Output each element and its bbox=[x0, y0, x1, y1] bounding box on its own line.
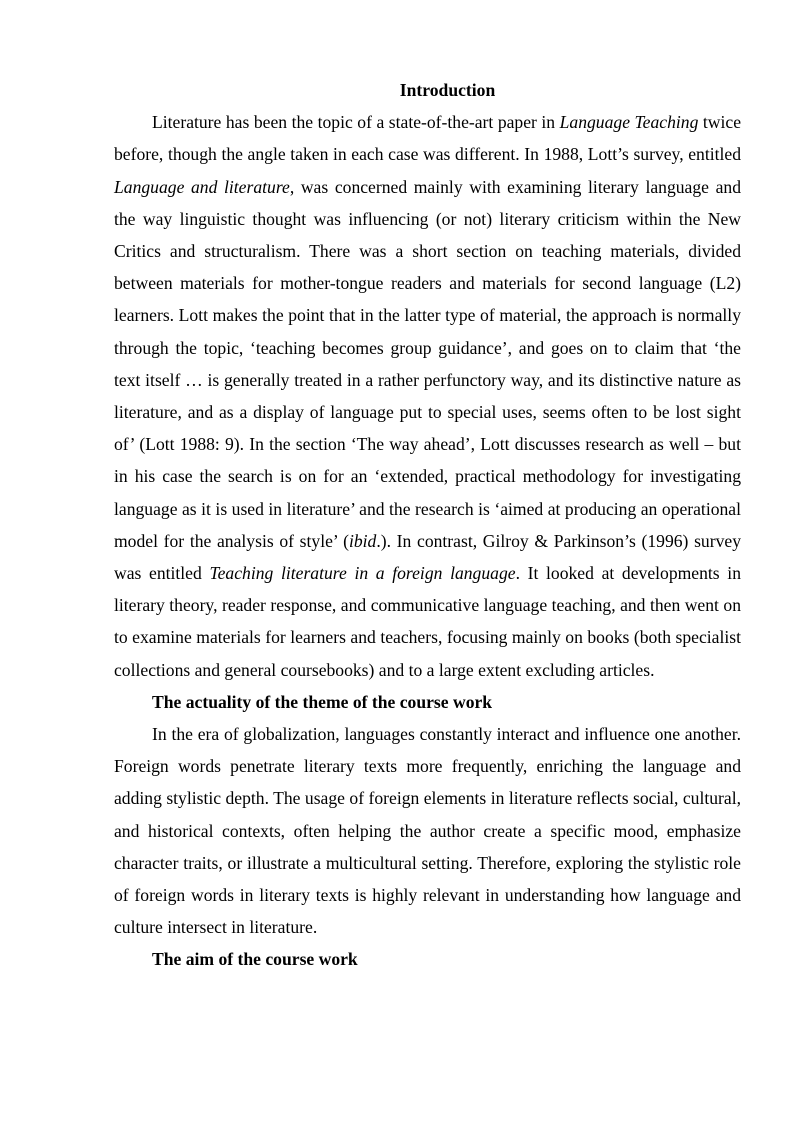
italic-survey-title-gilroy: Teaching literature in a foreign language bbox=[209, 563, 516, 584]
intro-paragraph bbox=[114, 106, 741, 686]
intro-text-2: twice before, though the angle taken in each case was different. In 1988, Lott’s survey, entitled bbox=[114, 112, 742, 165]
italic-journal-title: Language Teaching bbox=[559, 112, 699, 133]
aim-heading: The aim of the course work bbox=[152, 949, 358, 970]
intro-text-1: Literature has been the topic of a state-of-the-art paper in bbox=[152, 112, 560, 133]
actuality-paragraph: In the era of globalization, languages constantly interact and influence one another. Foreign words penetrate literary texts more frequently, enriching the language and adding stylistic depth. The usage of foreign elements in literature reflects social, cultural, and historical contexts, often helping the author create a specific mood, emphasize character traits, or illustrate a multicultural setting. Therefore, exploring the stylistic role of foreign words in literary texts is highly relevant in understanding how language and culture intersect in literature. bbox=[114, 724, 741, 938]
page-title: Introduction bbox=[399, 80, 496, 100]
document-page bbox=[114, 74, 741, 976]
intro-text-5: . It looked at developments in literary theory, reader response, and communicative language teaching, and then went on to examine materials for learners and teachers, focusing mainly on books (both specialist collections and general coursebooks) and to a large extent excluding articles. bbox=[114, 563, 741, 680]
italic-ibid: ibid bbox=[348, 530, 377, 551]
intro-text-3: , was concerned mainly with examining literary language and the way linguistic thought was influencing (or not) literary criticism within the New Critics and structuralism. There was a short section on teaching materials, divided between materials for mother-tongue readers and materials for second language (L2) learners. Lott makes the point that in the latter type of material, the approach is normally through the topic, ‘teaching becomes group guidance’, and goes on to claim that ‘the text itself … is generally treated in a rather perfunctory way, and its distinctive nature as literature, and as a display of language put to special uses, seems often to be lost sight of’ (Lott 1988: 9). In the section ‘The way ahead’, Lott discusses research as well – but in his case the search is on for an ‘extended, practical methodology for investigating language as it is used in literature’ and the research is ‘aimed at producing an operational model for the analysis of style’ ( bbox=[114, 176, 741, 551]
actuality-heading: The actuality of the theme of the course work bbox=[152, 691, 493, 712]
intro-text-4: .). In contrast, Gilroy & Parkinson’s (1996) survey was entitled bbox=[114, 530, 741, 584]
italic-survey-title-lott: Language and literature bbox=[114, 176, 290, 197]
